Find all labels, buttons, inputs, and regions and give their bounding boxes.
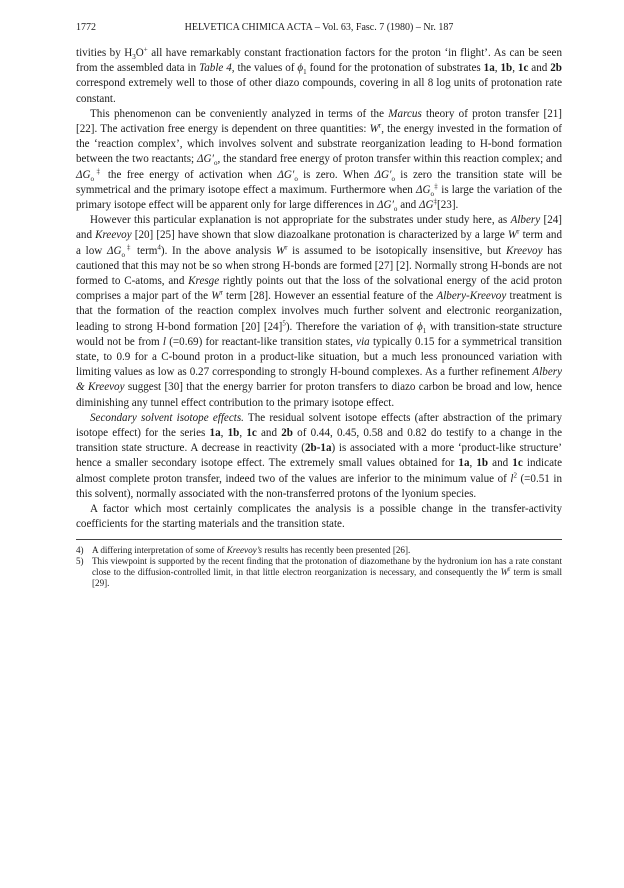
- paragraph-3: However this particular explanation is not appropriate for the substrates under study here, as Albery [24] and Kreevoy [20] [25] have shown that slow diazoalkane protonation is characterized by a large $W^r$ term and a low $\Delta G_o^\ddagger$ term$^4$). In the above analysis $W^r$ is assumed to be isotopically insensitive, but Kreevoy has cautioned that this may not be so when strong H-bonds are formed [27] [2]. Normally strong H-bonds are not formed to C-atoms, and Kresge rightly points out that the loss of the solvational energy of the acid proton comprises a major part of the $W^r$ term [28]. However an essential feature of the Albery-Kreevoy treatment is that the formation of the reaction complex involves much further solvent and electronic reorganization, leading to strong H-bond formation [20] $[24]^5$). Therefore the variation of $\phi_1$ with transition-state structure would not be from l (=0.69) for reactant-like transition states, via typically 0.15 for a symmetrical transition state, to 0.9 for a C-bound proton in a product-like situation, but a much less pronounced variation with limiting values as low as 0.27 corresponding to strongly H-bound complexes. As a further refinement Albery & Kreevoy suggest [30] that the energy barrier for proton transfers to diazo carbon be broad and low, hence diminishing any tunnel effect contribution to the primary isotope effect.: [76, 214, 563, 409]
- footnote-rule: [76, 539, 562, 540]
- footnotes: [76, 545, 562, 590]
- journal-page: [76, 22, 562, 589]
- paragraph-1: tivities by $H_3O^+$ all have remarkably constant fractionation factors for the proton ‘in flight’. As can be seen from the assembled data in Table 4, the values of $\phi_1$ found for the protonation of substrates 1a, 1b, 1c and 2b correspond extremely well to those of other diazo compounds, covering in all 8 log units of protonation rate constant.: [76, 45, 562, 105]
- paragraph-4: Secondary solvent isotope effects. The residual solvent isotope effects (after abstraction of the primary isotope effect) for the series 1a, 1b, 1c and 2b of 0.44, 0.45, 0.58 and 0.82 do testify to a change in the transition state structure. A decrease in reactivity (2b-1a) is associated with a more ‘product-like structure’ hence a smaller secondary isotope effect. The extremely small values obtained for 1a, 1b and 1c indicate almost complete proton transfer, indeed two of the values are inferior to the minimum value of $l^2$ (=0.51 in this solvent), normally associated with the non-transferred protons of the lyonium species.: [76, 411, 562, 500]
- paragraph-2: This phenomenon can be conveniently analyzed in terms of the Marcus theory of proton transfer [21] [22]. The activation free energy is dependent on three quantities: $W^r$, the energy invested in the formation of the ‘reaction complex’, which involves solvent and substrate reorganization leading to H-bond formation between the two reactants; $\Delta G'_o$, the standard free energy of proton transfer within this reaction complex; and $\Delta G_o^\ddagger$ the free energy of activation when $\Delta G'_o$ is zero. When $\Delta G'_o$ is zero the transition state will be symmetrical and the primary isotope effect a maximum. Furthermore when $\Delta G_o^\ddagger$ is large the variation of the primary isotope effect will be apparent only for large differences in $\Delta G'_o$ and ΔG‡[23].: [76, 107, 563, 214]
- paragraph-5: A factor which most certainly complicates the analysis is a possible change in the transfer-activity coefficients for the starting materials and the transition state.: [76, 503, 562, 531]
- footnote-4: 4) A differing interpretation of some of Kreevoy’s results has recently been presented [26].: [76, 544, 411, 555]
- main-text: [76, 46, 562, 533]
- footnote-5: 5) This viewpoint is supported by the recent finding that the protonation of diazomethane by the hydronium ion has a rate constant close to the diffusion-controlled limit, in that little electron reorganization is necessary, and consequently the $W^r$ term is small [29].: [76, 555, 562, 589]
- page-number: 1772: [76, 22, 96, 33]
- running-title: HELVETICA CHIMICA ACTA – Vol. 63, Fasc. 7 (1980) – Nr. 187: [184, 22, 454, 33]
- running-header: [76, 22, 562, 36]
